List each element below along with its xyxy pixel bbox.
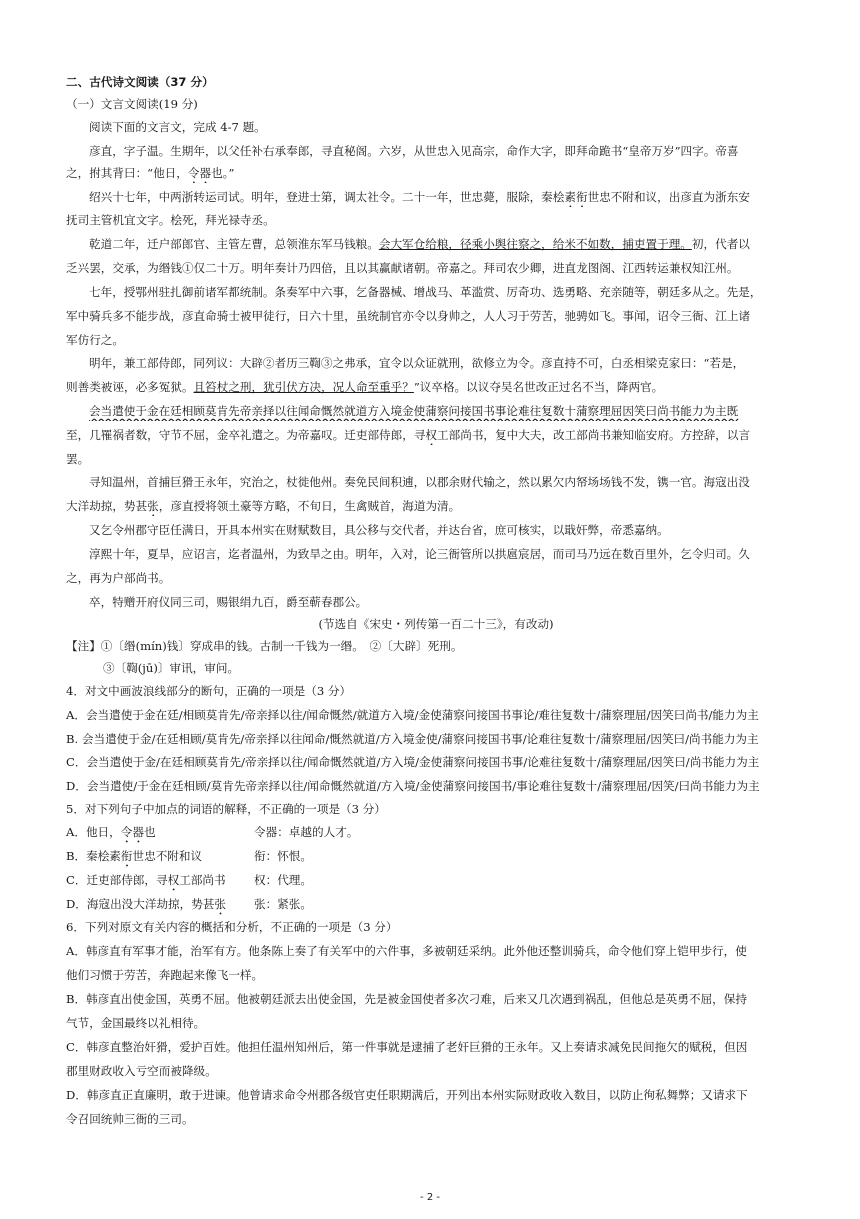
text-span: A．他日， bbox=[66, 825, 121, 839]
question-5-option-c-sentence bbox=[66, 870, 226, 890]
passage-line: 寻知温州，首捕巨猾王永年，究治之，杖徙他州。奏免民间积逋，以郡余财代输之，然以累欠内帑场场钱不发，镌一官。海寇出没 bbox=[89, 475, 750, 489]
passage-line: 淳熙十年，夏旱，应诏言，迄者温州，为致旱之由。明年，入对，论三衙管所以拱扈宸居，而司马乃远在数百里外，乞令归司。久 bbox=[89, 547, 750, 561]
question-4-option-d: D．会当遣使/于金在廷相顾/莫肯先帝亲择以往/闻命慨然就道/方入境/金使蒲察问接国书/事论难往复数十/蒲察理屈/因笑/曰尚书能力为主 bbox=[66, 779, 760, 793]
section-title: 二、古代诗文阅读（37 分） bbox=[66, 75, 214, 89]
question-4-option-a: A．会当遣使于金在廷/相顾莫肯先/帝亲择以往/闻命慨然/就道方入境/金使蒲察问接国书事论/难往复数十/蒲察理屈/因笑曰尚书/能力为主 bbox=[66, 708, 759, 722]
text-span: 工部尚书，复中大夫，改工部尚书兼知临安府。方控辞，以言 bbox=[437, 428, 751, 442]
underlined-sentence: 且笞杖之刑，犹引伏方决，况人命至重乎？ bbox=[193, 380, 414, 394]
dotted-word: 素衔 bbox=[564, 190, 588, 204]
question-4-stem: 4．对文中画波浪线部分的断句，正确的一项是（3 分） bbox=[66, 684, 352, 698]
question-5-option-d-explanation: 张：紧张。 bbox=[254, 897, 312, 911]
dotted-word: 令器 bbox=[187, 166, 212, 180]
question-5-option-a-explanation: 令器：卓越的人才。 bbox=[254, 825, 359, 839]
question-5-stem: 5．对下列句子中加点的词语的解释，不正确的一项是（3 分） bbox=[66, 802, 386, 816]
dotted-word: 衔 bbox=[120, 849, 133, 863]
passage-line: 乏兴罢，交承，为缗钱①仅二十万。明年奏计乃四倍，且以其赢献诸朝。帝嘉之。拜司农少卿，进直龙图阁、江西转运兼权知江州。 bbox=[66, 261, 739, 275]
passage-line bbox=[66, 163, 806, 183]
text-span: D．海寇出没大洋劫掠，势甚 bbox=[66, 897, 215, 911]
question-4-option-c: C．会当遣使于金/在廷相顾莫肯先/帝亲择以往/闻命慨然就道/方入境/金使蒲察问接国书事/论难往复数十/蒲察理屈/因笑曰/尚书能力为主 bbox=[66, 755, 760, 769]
text-span: 大洋劫掠，势甚 bbox=[66, 499, 148, 513]
passage-line: 卒，特赠开府仪同三司，赐银绢九百，爵至蕲春郡公。 bbox=[89, 595, 368, 609]
passage-line: 之，再为户部尚书。 bbox=[66, 571, 171, 585]
text-span: 初，代者以 bbox=[691, 237, 750, 251]
dotted-word: 权 bbox=[167, 873, 180, 887]
question-5-option-c-explanation: 权：代理。 bbox=[254, 873, 312, 887]
question-6-option-b: B．韩彦直出使金国，英勇不屈。他被朝廷派去出使金国，先是被金国使者多次刁难，后来又几次遇到祸乱，但他总是英勇不屈，保持 bbox=[66, 992, 747, 1006]
text-span: ，彦直授将领土豪等方略，不旬日，生禽贼首，海道为清。 bbox=[158, 499, 461, 513]
question-6-option-d: D．韩彦直正直廉明，敢于进谏。他曾请求命令州郡各级官吏任职期满后，开列出本州实际财政收入数目，以防止徇私舞弊；又请求下 bbox=[66, 1088, 748, 1102]
passage-line: 七年，授鄂州驻扎御前诸军都统制。条奏军中六事，乞备器械、增战马、革滥赏、厉奇功、选勇略、充亲随等，朝廷多从之。先是， bbox=[89, 285, 762, 299]
question-6-option-c-cont: 郡里财政收入亏空而被降级。 bbox=[66, 1064, 217, 1078]
question-5-option-b-sentence bbox=[66, 846, 202, 866]
question-5-option-a-sentence bbox=[66, 822, 156, 842]
question-6-option-b-cont: 气节，金国最终以礼相待。 bbox=[66, 1016, 206, 1030]
text-span: 则善类被诬，必多冤狱。 bbox=[66, 380, 194, 394]
text-span: 世忠不附和议 bbox=[132, 849, 203, 863]
passage-line: 又乞令州郡守臣任满日，开具本州实在财赋数目，具公移与交代者，并达台省，庶可核实，以戢奸弊，帝悉嘉纳。 bbox=[89, 523, 669, 537]
question-5-option-d-sentence bbox=[66, 894, 226, 914]
question-6-stem: 6．下列对原文有关内容的概括和分析，不正确的一项是（3 分） bbox=[66, 920, 398, 934]
dotted-word: 令器 bbox=[120, 825, 144, 839]
text-span: 乾道二年，迁户部郎官、主管左曹，总领淮东军马钱粮。 bbox=[89, 237, 379, 251]
underlined-sentence: 会大军仓给粮，径乘小舆往察之，给米不如数，捕吏置于理。 bbox=[378, 237, 692, 251]
question-6-option-a: A．韩彦直有军事才能，治军有方。他条陈上奏了有关军中的六件事，多被朝廷采纳。此外他还整训骑兵，命令他们穿上铠甲步行，使 bbox=[66, 944, 747, 958]
passage-line bbox=[89, 187, 806, 207]
passage-line bbox=[66, 425, 806, 445]
passage-line: 明年，兼工部侍郎，同列议：大辟②者历三鞫③之弗承，宜令以众证就刑，欲修立为令。彦直持不可，白丞相梁克家曰：“若是， bbox=[89, 356, 745, 370]
text-span: 世忠不附和议，出彦直为浙东安 bbox=[587, 190, 750, 204]
dotted-word: 张 bbox=[147, 499, 159, 513]
passage-line bbox=[66, 496, 806, 516]
text-span: 至，几罹祸者数，守节不屈，金卒礼遣之。为帝嘉叹。迁吏部侍郎，寻 bbox=[66, 428, 426, 442]
passage-line: 罢。 bbox=[66, 452, 90, 466]
annotation-note: 【注】①〔缗(mín)钱〕穿成串的钱。古制一千钱为一缗。 ②〔大辟〕死刑。 bbox=[66, 639, 463, 653]
instruction: 阅读下面的文言文，完成 4-7 题。 bbox=[89, 120, 266, 134]
page-number: - 2 - bbox=[420, 1192, 440, 1203]
dotted-word: 张 bbox=[214, 897, 227, 911]
question-6-option-c: C．韩彦直整治奸猾，爱护百姓。他担任温州知州后，第一件事就是逮捕了老奸巨猾的王永年。又上奏请求减免民间拖欠的赋税，但因 bbox=[66, 1040, 748, 1054]
passage-line: 军中骑兵多不能步战，彦直命骑士被甲徒行，日六十里，虽统制官亦令以身帅之，人人习于劳苦，驰骋如飞。事闻，诏令三衙、江上诸 bbox=[66, 309, 751, 323]
text-span: B．秦桧素 bbox=[66, 849, 121, 863]
passage-line: 军仿行之。 bbox=[66, 333, 124, 347]
passage-line bbox=[66, 377, 806, 397]
annotation-note: ③〔鞫(jū)〕审讯，审问。 bbox=[103, 661, 240, 675]
text-span: 绍兴十七年，中两浙转运司试。明年，登进士第，调太社令。二十一年，世忠薨，服除，秦桧 bbox=[89, 190, 565, 204]
text-span: 也。” bbox=[211, 166, 235, 180]
question-6-option-a-cont: 他们习惯于劳苦，奔跑起来像飞一样。 bbox=[66, 968, 264, 982]
subsection-title: （一）文言文阅读(19 分) bbox=[66, 97, 198, 111]
dotted-word: 权 bbox=[425, 428, 438, 442]
question-6-option-d-cont: 令召回统帅三衙的三司。 bbox=[66, 1112, 194, 1126]
text-span: C．迁吏部侍郎，寻 bbox=[66, 873, 168, 887]
question-5-option-b-explanation: 衔：怀恨。 bbox=[254, 849, 312, 863]
wavy-underlined-passage: 会当遣使于金在廷相顾莫肯先帝亲择以往闻命慨然就道方入境金使蒲察问接国书事论难往复数十蒲察理屈因笑曰尚书能力为主既 bbox=[89, 404, 739, 418]
passage-line bbox=[89, 234, 806, 254]
passage-line: 彦直，字子温。生期年，以父任补右承奉郎，寻直秘阁。六岁，从世忠入见高宗，命作大字，即拜命跪书“皇帝万岁”四字。帝喜 bbox=[89, 144, 739, 158]
text-span: 也 bbox=[143, 825, 156, 839]
passage-line: 抚司主管机宜文字。桧死，拜光禄寺丞。 bbox=[66, 213, 275, 227]
text-span: ”议卒格。以议夺吴名世改正过名不当，降两官。 bbox=[413, 380, 664, 394]
question-4-option-b: B. 会当遣使于金/在廷相顾/莫肯先/帝亲择以往闻命/慨然就道/方入境金使/蒲察问接国书事/论难往复数十/蒲察理屈/因笑曰/尚书能力为主 bbox=[66, 732, 759, 746]
passage-source: (节选自《宋史・列传第一百二十三》，有改动) bbox=[318, 617, 554, 631]
text-span: 工部尚书 bbox=[179, 873, 226, 887]
text-span: 之，拊其背曰：“他日， bbox=[66, 166, 188, 180]
